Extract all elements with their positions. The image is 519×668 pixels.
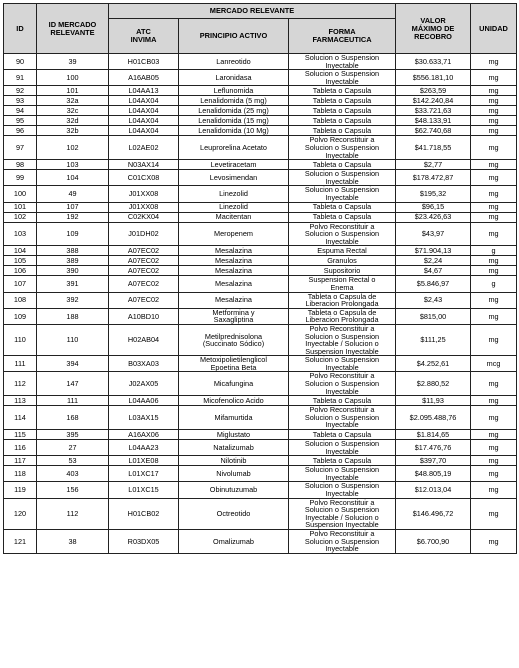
table-row <box>4 324 517 355</box>
cell-id: 112 <box>4 372 37 396</box>
cell-valor: $146.496,72 <box>396 498 471 529</box>
cell-id-mercado: 107 <box>37 202 109 212</box>
cell-principio: Linezolid <box>179 202 289 212</box>
cell-id: 99 <box>4 170 37 186</box>
cell-forma: Solucion o Suspension Inyectable <box>289 170 396 186</box>
cell-valor: $48.805,19 <box>396 466 471 482</box>
header-id-mercado: ID MERCADO RELEVANTE <box>37 4 109 54</box>
cell-principio: Mesalazina <box>179 246 289 256</box>
cell-atc: C02KX04 <box>109 212 179 222</box>
cell-valor: $11,93 <box>396 396 471 406</box>
cell-atc: L04AX04 <box>109 116 179 126</box>
cell-valor: $815,00 <box>396 308 471 324</box>
cell-principio: Macitentan <box>179 212 289 222</box>
cell-id-mercado: 32a <box>37 96 109 106</box>
cell-principio: Obinutuzumab <box>179 482 289 498</box>
cell-atc: J02AX05 <box>109 372 179 396</box>
cell-principio: Mesalazina <box>179 266 289 276</box>
table-row <box>4 292 517 308</box>
cell-principio: Octreotido <box>179 498 289 529</box>
cell-principio: Miglustato <box>179 430 289 440</box>
cell-forma: Tableta o Capsula <box>289 106 396 116</box>
table-row <box>4 482 517 498</box>
cell-id-mercado: 112 <box>37 498 109 529</box>
header-row-top <box>4 4 517 19</box>
cell-unidad: g <box>471 246 517 256</box>
cell-unidad: mg <box>471 70 517 86</box>
cell-principio: Leflunomida <box>179 86 289 96</box>
cell-valor: $263,59 <box>396 86 471 96</box>
cell-valor: $5.846,97 <box>396 276 471 292</box>
cell-atc: B03XA03 <box>109 356 179 372</box>
cell-atc: L03AX15 <box>109 406 179 430</box>
cell-unidad: mg <box>471 430 517 440</box>
cell-unidad: mg <box>471 126 517 136</box>
header-unidad: UNIDAD <box>471 4 517 54</box>
cell-id-mercado: 391 <box>37 276 109 292</box>
cell-id: 104 <box>4 246 37 256</box>
table-row <box>4 276 517 292</box>
cell-id-mercado: 192 <box>37 212 109 222</box>
cell-forma: Tableta o Capsula <box>289 116 396 126</box>
cell-forma: Polvo Reconstituir a Solucion o Suspension Inyectable <box>289 136 396 160</box>
cell-atc: H02AB04 <box>109 324 179 355</box>
cell-atc: H01CB02 <box>109 498 179 529</box>
table-row <box>4 430 517 440</box>
cell-id: 98 <box>4 160 37 170</box>
table-row <box>4 126 517 136</box>
cell-atc: A07EC02 <box>109 292 179 308</box>
cell-valor: $6.700,90 <box>396 530 471 554</box>
cell-unidad: mg <box>471 96 517 106</box>
table-row <box>4 106 517 116</box>
cell-forma: Tableta o Capsula de Liberacion Prolongada <box>289 292 396 308</box>
cell-unidad: mg <box>471 530 517 554</box>
cell-forma: Tableta o Capsula <box>289 212 396 222</box>
cell-forma: Solucion o Suspension Inyectable <box>289 440 396 456</box>
cell-unidad: g <box>471 276 517 292</box>
cell-unidad: mg <box>471 440 517 456</box>
cell-principio: Mifamurtida <box>179 406 289 430</box>
cell-unidad: mg <box>471 498 517 529</box>
cell-valor: $111,25 <box>396 324 471 355</box>
cell-forma: Polvo Reconstituir a Solucion o Suspension Inyectable / Solucion o Suspension Inyectable <box>289 324 396 355</box>
cell-id: 107 <box>4 276 37 292</box>
cell-principio: Mesalazina <box>179 276 289 292</box>
cell-id-mercado: 38 <box>37 530 109 554</box>
cell-id: 101 <box>4 202 37 212</box>
cell-id: 109 <box>4 308 37 324</box>
cell-principio: Natalizumab <box>179 440 289 456</box>
cell-id-mercado: 32c <box>37 106 109 116</box>
cell-id: 102 <box>4 212 37 222</box>
header-valor: VALOR MÁXIMO DE RECOBRO <box>396 4 471 54</box>
cell-id: 116 <box>4 440 37 456</box>
cell-forma: Tableta o Capsula <box>289 126 396 136</box>
cell-id-mercado: 168 <box>37 406 109 430</box>
cell-principio: Linezolid <box>179 186 289 202</box>
cell-id-mercado: 53 <box>37 456 109 466</box>
table-row <box>4 456 517 466</box>
cell-unidad: mg <box>471 170 517 186</box>
cell-id: 120 <box>4 498 37 529</box>
cell-valor: $96,15 <box>396 202 471 212</box>
cell-forma: Tableta o Capsula <box>289 430 396 440</box>
header-id: ID <box>4 4 37 54</box>
cell-unidad: mg <box>471 106 517 116</box>
cell-principio: Leuprorelina Acetato <box>179 136 289 160</box>
cell-id-mercado: 392 <box>37 292 109 308</box>
cell-id: 100 <box>4 186 37 202</box>
cell-id: 91 <box>4 70 37 86</box>
cell-forma: Tableta o Capsula de Liberacion Prolongada <box>289 308 396 324</box>
cell-principio: Levetiracetam <box>179 160 289 170</box>
cell-principio: Nilotinib <box>179 456 289 466</box>
cell-id-mercado: 32b <box>37 126 109 136</box>
cell-atc: J01DH02 <box>109 222 179 246</box>
cell-forma: Tableta o Capsula <box>289 96 396 106</box>
header-mercado-relevante: MERCADO RELEVANTE <box>109 4 396 19</box>
cell-valor: $12.013,04 <box>396 482 471 498</box>
cell-id: 111 <box>4 356 37 372</box>
cell-id: 110 <box>4 324 37 355</box>
cell-forma: Tableta o Capsula <box>289 160 396 170</box>
table-row <box>4 186 517 202</box>
cell-id-mercado: 395 <box>37 430 109 440</box>
cell-id-mercado: 32d <box>37 116 109 126</box>
cell-unidad: mg <box>471 396 517 406</box>
cell-forma: Tableta o Capsula <box>289 396 396 406</box>
cell-valor: $43,97 <box>396 222 471 246</box>
cell-principio: Meropenem <box>179 222 289 246</box>
cell-valor: $2.880,52 <box>396 372 471 396</box>
cell-valor: $2,77 <box>396 160 471 170</box>
cell-principio: Nivolumab <box>179 466 289 482</box>
table-row <box>4 136 517 160</box>
cell-principio: Metformina y Saxagliptina <box>179 308 289 324</box>
header-principio: PRINCIPIO ACTIVO <box>179 19 289 54</box>
cell-unidad: mg <box>471 186 517 202</box>
cell-atc: L01XC15 <box>109 482 179 498</box>
cell-principio: Mesalazina <box>179 292 289 308</box>
cell-id-mercado: 403 <box>37 466 109 482</box>
table-row <box>4 466 517 482</box>
cell-valor: $41.718,55 <box>396 136 471 160</box>
cell-forma: Solucion o Suspension Inyectable <box>289 186 396 202</box>
cell-atc: J01XX08 <box>109 186 179 202</box>
cell-principio: Micafungina <box>179 372 289 396</box>
cell-valor: $33.721,63 <box>396 106 471 116</box>
cell-atc: C01CX08 <box>109 170 179 186</box>
cell-unidad: mg <box>471 116 517 126</box>
cell-id-mercado: 111 <box>37 396 109 406</box>
cell-unidad: mg <box>471 308 517 324</box>
cell-principio: Laronidasa <box>179 70 289 86</box>
cell-forma: Supositorio <box>289 266 396 276</box>
cell-unidad: mg <box>471 256 517 266</box>
table-row <box>4 160 517 170</box>
cell-principio: Levosimendan <box>179 170 289 186</box>
cell-id: 96 <box>4 126 37 136</box>
cell-id: 103 <box>4 222 37 246</box>
table-row <box>4 266 517 276</box>
cell-forma: Solucion o Suspension Inyectable <box>289 482 396 498</box>
cell-unidad: mg <box>471 202 517 212</box>
cell-id-mercado: 188 <box>37 308 109 324</box>
cell-forma: Polvo Reconstituir a Solucion o Suspension Inyectable <box>289 530 396 554</box>
cell-forma: Suspension Rectal o Enema <box>289 276 396 292</box>
cell-id-mercado: 156 <box>37 482 109 498</box>
cell-atc: A07EC02 <box>109 266 179 276</box>
cell-id: 118 <box>4 466 37 482</box>
cell-principio: Metilprednisolona (Succinato Sódico) <box>179 324 289 355</box>
cell-unidad: mg <box>471 160 517 170</box>
cell-valor: $397,70 <box>396 456 471 466</box>
cell-valor: $71.904,13 <box>396 246 471 256</box>
table-row <box>4 116 517 126</box>
cell-unidad: mg <box>471 456 517 466</box>
cell-id: 113 <box>4 396 37 406</box>
cell-principio: Mesalazina <box>179 256 289 266</box>
table-row <box>4 202 517 212</box>
cell-principio: Lenalidomida (25 mg) <box>179 106 289 116</box>
cell-atc: L04AA23 <box>109 440 179 456</box>
table-row <box>4 396 517 406</box>
cell-unidad: mcg <box>471 356 517 372</box>
table-row <box>4 222 517 246</box>
cell-forma: Solucion o Suspension Inyectable <box>289 70 396 86</box>
cell-id: 97 <box>4 136 37 160</box>
cell-valor: $30.633,71 <box>396 54 471 70</box>
cell-id-mercado: 388 <box>37 246 109 256</box>
cell-forma: Espuma Rectal <box>289 246 396 256</box>
cell-forma: Tableta o Capsula <box>289 202 396 212</box>
cell-atc: R03DX05 <box>109 530 179 554</box>
cell-unidad: mg <box>471 406 517 430</box>
cell-atc: L04AX04 <box>109 126 179 136</box>
table-row <box>4 356 517 372</box>
cell-id-mercado: 27 <box>37 440 109 456</box>
cell-valor: $62.740,68 <box>396 126 471 136</box>
cell-id-mercado: 102 <box>37 136 109 160</box>
cell-id: 117 <box>4 456 37 466</box>
cell-id-mercado: 104 <box>37 170 109 186</box>
price-table <box>3 3 517 554</box>
cell-atc: A07EC02 <box>109 256 179 266</box>
cell-id: 90 <box>4 54 37 70</box>
table-row <box>4 256 517 266</box>
cell-valor: $48.133,91 <box>396 116 471 126</box>
cell-valor: $4.252,61 <box>396 356 471 372</box>
cell-atc: J01XX08 <box>109 202 179 212</box>
cell-id-mercado: 49 <box>37 186 109 202</box>
cell-valor: $4,67 <box>396 266 471 276</box>
cell-forma: Tableta o Capsula <box>289 86 396 96</box>
cell-valor: $178.472,87 <box>396 170 471 186</box>
cell-id-mercado: 147 <box>37 372 109 396</box>
cell-unidad: mg <box>471 466 517 482</box>
cell-id-mercado: 394 <box>37 356 109 372</box>
cell-principio: Lanreotido <box>179 54 289 70</box>
cell-unidad: mg <box>471 86 517 96</box>
table-row <box>4 54 517 70</box>
cell-id-mercado: 103 <box>37 160 109 170</box>
cell-id-mercado: 39 <box>37 54 109 70</box>
cell-principio: Omalizumab <box>179 530 289 554</box>
table-row <box>4 498 517 529</box>
cell-principio: Metoxipolietilenglicol Epoetina Beta <box>179 356 289 372</box>
table-row <box>4 70 517 86</box>
cell-unidad: mg <box>471 54 517 70</box>
cell-forma: Granulos <box>289 256 396 266</box>
cell-atc: N03AX14 <box>109 160 179 170</box>
cell-valor: $17.476,76 <box>396 440 471 456</box>
cell-atc: L01XE08 <box>109 456 179 466</box>
cell-valor: $1.814,65 <box>396 430 471 440</box>
table-row <box>4 212 517 222</box>
cell-atc: L02AE02 <box>109 136 179 160</box>
table-row <box>4 246 517 256</box>
cell-id-mercado: 389 <box>37 256 109 266</box>
cell-id: 114 <box>4 406 37 430</box>
cell-atc: L04AA06 <box>109 396 179 406</box>
cell-id: 106 <box>4 266 37 276</box>
cell-principio: Micofenolico Acido <box>179 396 289 406</box>
table-row <box>4 86 517 96</box>
cell-unidad: mg <box>471 222 517 246</box>
cell-forma: Tableta o Capsula <box>289 456 396 466</box>
cell-id: 108 <box>4 292 37 308</box>
header-forma: FORMA FARMACEUTICA <box>289 19 396 54</box>
table-row <box>4 440 517 456</box>
cell-valor: $142.240,84 <box>396 96 471 106</box>
cell-atc: A16AX06 <box>109 430 179 440</box>
cell-id-mercado: 100 <box>37 70 109 86</box>
cell-valor: $2.095.488,76 <box>396 406 471 430</box>
cell-id: 119 <box>4 482 37 498</box>
cell-unidad: mg <box>471 136 517 160</box>
cell-unidad: mg <box>471 372 517 396</box>
cell-forma: Solucion o Suspension Inyectable <box>289 466 396 482</box>
cell-valor: $556.181,10 <box>396 70 471 86</box>
table-row <box>4 170 517 186</box>
cell-forma: Polvo Reconstituir a Solucion o Suspension Inyectable / Solucion o Suspension Inyectable <box>289 498 396 529</box>
cell-unidad: mg <box>471 266 517 276</box>
cell-atc: A10BD10 <box>109 308 179 324</box>
table-row <box>4 530 517 554</box>
cell-valor: $23.426,63 <box>396 212 471 222</box>
cell-atc: L01XC17 <box>109 466 179 482</box>
cell-forma: Solucion o Suspension Inyectable <box>289 54 396 70</box>
cell-id-mercado: 390 <box>37 266 109 276</box>
cell-id-mercado: 109 <box>37 222 109 246</box>
cell-valor: $2,24 <box>396 256 471 266</box>
cell-forma: Solucion o Suspension Inyectable <box>289 356 396 372</box>
cell-principio: Lenalidomida (10 Mg) <box>179 126 289 136</box>
cell-atc: A07EC02 <box>109 276 179 292</box>
cell-id: 92 <box>4 86 37 96</box>
cell-forma: Polvo Reconstituir a Solucion o Suspension Inyectable <box>289 222 396 246</box>
cell-id: 93 <box>4 96 37 106</box>
cell-principio: Lenalidomida (15 mg) <box>179 116 289 126</box>
cell-id-mercado: 101 <box>37 86 109 96</box>
cell-id: 94 <box>4 106 37 116</box>
cell-atc: L04AX04 <box>109 96 179 106</box>
cell-unidad: mg <box>471 482 517 498</box>
cell-atc: A16AB05 <box>109 70 179 86</box>
cell-valor: $2,43 <box>396 292 471 308</box>
cell-unidad: mg <box>471 292 517 308</box>
cell-atc: A07EC02 <box>109 246 179 256</box>
header-atc: ATC INVIMA <box>109 19 179 54</box>
cell-forma: Polvo Reconstituir a Solucion o Suspension Inyectable <box>289 406 396 430</box>
table-body <box>4 54 517 554</box>
cell-atc: L04AX04 <box>109 106 179 116</box>
table-row <box>4 372 517 396</box>
cell-forma: Polvo Reconstituir a Solucion o Suspension Inyectable <box>289 372 396 396</box>
cell-id: 95 <box>4 116 37 126</box>
cell-principio: Lenalidomida (5 mg) <box>179 96 289 106</box>
cell-unidad: mg <box>471 324 517 355</box>
cell-id: 121 <box>4 530 37 554</box>
table-row <box>4 96 517 106</box>
cell-atc: L04AA13 <box>109 86 179 96</box>
table-row <box>4 308 517 324</box>
table-row <box>4 406 517 430</box>
cell-id-mercado: 110 <box>37 324 109 355</box>
cell-valor: $195,32 <box>396 186 471 202</box>
cell-unidad: mg <box>471 212 517 222</box>
cell-id: 115 <box>4 430 37 440</box>
cell-atc: H01CB03 <box>109 54 179 70</box>
cell-id: 105 <box>4 256 37 266</box>
